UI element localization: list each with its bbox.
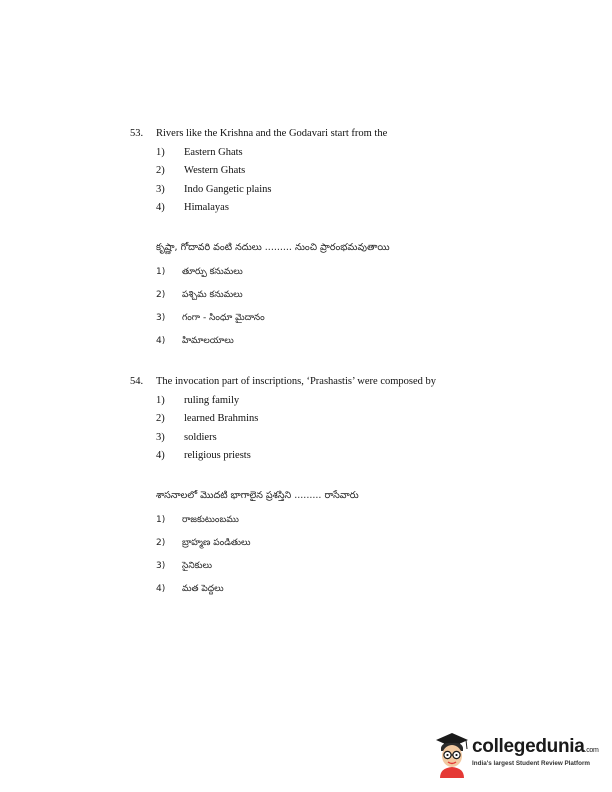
option-number: 3): [156, 184, 165, 195]
option-3: [156, 432, 217, 443]
telugu-option-3: [156, 313, 265, 325]
telugu-question-text: శాసనాలలో మొదటి భాగాలైన ప్రశస్తిని ......... రాసేవారు: [156, 490, 359, 501]
question-text: The invocation part of inscriptions, ‘Prashastis’ were composed by: [156, 376, 437, 387]
option-3: [156, 184, 271, 195]
option-text: హిమాలయాలు: [182, 336, 234, 346]
telugu-option-2: [156, 538, 250, 550]
option-text: religious priests: [184, 450, 251, 461]
option-number: 4): [156, 450, 165, 461]
option-text: పశ్చిమ కనుమలు: [182, 290, 243, 300]
option-number: 2): [156, 290, 166, 300]
option-text: గంగా - సింధూ మైదానం: [182, 313, 265, 323]
option-number: 1): [156, 267, 166, 277]
telugu-option-2: [156, 290, 243, 302]
option-text: ruling family: [184, 395, 240, 406]
option-number: 3): [156, 432, 165, 443]
option-text: తూర్పు కనుమలు: [182, 267, 243, 277]
logo-name: collegedunia: [472, 736, 585, 757]
logo-suffix: .com: [584, 747, 599, 754]
telugu-question-text: కృష్ణా, గోదావరి వంటి నదులు ......... నుంచి ప్రారంభమవుతాయి: [156, 242, 390, 253]
option-text: సైనికులు: [182, 561, 212, 571]
option-number: 1): [156, 395, 165, 406]
option-4: [156, 450, 251, 461]
option-number: 2): [156, 538, 166, 548]
question-number: 53.: [130, 128, 144, 139]
student-mascot-icon: [432, 728, 472, 778]
telugu-option-3: [156, 561, 212, 573]
collegedunia-logo: [432, 728, 599, 780]
option-text: Eastern Ghats: [184, 147, 243, 158]
logo-wordmark: [472, 736, 599, 758]
question-number: 54.: [130, 376, 144, 387]
option-2: [156, 413, 258, 424]
option-number: 4): [156, 202, 165, 213]
option-number: 2): [156, 413, 165, 424]
option-text: మత పెద్దలు: [182, 584, 224, 594]
option-number: 4): [156, 584, 166, 594]
option-2: [156, 165, 245, 176]
telugu-option-1: [156, 267, 243, 279]
question-text: Rivers like the Krishna and the Godavari start from the: [156, 128, 388, 139]
option-text: Himalayas: [184, 202, 229, 213]
option-text: learned Brahmins: [184, 413, 259, 424]
option-number: 3): [156, 313, 166, 323]
option-1: [156, 147, 243, 158]
option-number: 1): [156, 147, 165, 158]
option-text: Western Ghats: [184, 165, 246, 176]
telugu-option-4: [156, 336, 234, 348]
option-text: Indo Gangetic plains: [184, 184, 272, 195]
telugu-option-4: [156, 584, 224, 596]
option-text: soldiers: [184, 432, 217, 443]
option-text: బ్రాహ్మణ పండితులు: [182, 538, 251, 548]
option-number: 3): [156, 561, 166, 571]
option-1: [156, 395, 239, 406]
option-4: [156, 202, 229, 213]
option-text: రాజకుటుంబము: [182, 515, 239, 525]
telugu-option-1: [156, 515, 239, 527]
option-number: 1): [156, 515, 166, 525]
option-number: 4): [156, 336, 166, 346]
logo-tagline: India's largest Student Review Platform: [472, 760, 591, 767]
option-number: 2): [156, 165, 165, 176]
